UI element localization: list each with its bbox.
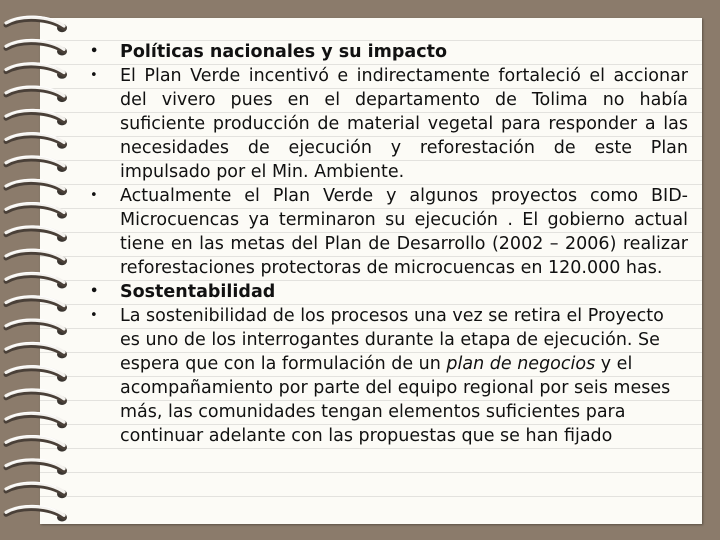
bullet-list <box>80 40 688 448</box>
bullet-icon: • <box>90 44 99 59</box>
binding-ring <box>6 319 67 335</box>
binding-ring <box>6 366 67 382</box>
binding-ring <box>6 63 67 79</box>
binding-ring <box>6 272 67 288</box>
binding-ring <box>6 389 67 405</box>
binding-ring <box>6 459 67 475</box>
paragraph-text: Actualmente el Plan Verde y algunos proyectos como BID-Microcuencas ya terminaron su ejecución . El gobierno actual tiene en las metas del Plan de Desarrollo (2002 – 2006) realizar reforestaciones protectoras de microcuencas en 120.000 has. <box>120 186 688 278</box>
binding-ring <box>6 505 67 521</box>
binding-ring <box>6 16 67 32</box>
ruled-line <box>40 496 702 497</box>
binding-ring <box>6 342 67 358</box>
binding-ring <box>6 133 67 149</box>
list-item <box>80 64 688 184</box>
spiral-binding-icon <box>0 0 82 540</box>
bullet-icon: • <box>90 284 99 299</box>
binding-ring <box>6 203 67 219</box>
ruled-line <box>40 448 702 449</box>
binding-ring <box>6 436 67 452</box>
ruled-line <box>40 472 702 473</box>
binding-ring <box>6 179 67 195</box>
binding-ring <box>6 226 67 242</box>
binding-ring <box>6 86 67 102</box>
slide-body <box>80 40 688 448</box>
section-heading: Políticas nacionales y su impacto <box>120 42 448 62</box>
paragraph-text: La sostenibilidad de los procesos una vez se retira el Proyecto es uno de los interrogantes durante la etapa de ejecución. Se espera que con la formulación de un <box>120 306 664 374</box>
bullet-icon: • <box>90 188 98 203</box>
binding-ring <box>6 156 67 172</box>
binding-ring <box>6 482 67 498</box>
binding-ring <box>6 109 67 125</box>
binding-ring <box>6 296 67 312</box>
list-item <box>80 280 688 304</box>
binding-ring <box>6 39 67 55</box>
list-item <box>80 40 688 64</box>
binding-ring <box>6 249 67 265</box>
bullet-icon: • <box>90 308 98 323</box>
section-heading: Sostentabilidad <box>120 282 276 302</box>
bullet-icon: • <box>90 68 98 83</box>
list-item <box>80 304 688 448</box>
list-item <box>80 184 688 280</box>
emphasized-text: plan de negocios <box>446 354 596 374</box>
paragraph-text: El Plan Verde incentivó e indirectamente fortaleció el accionar del vivero pues en el departamento de Tolima no había suficiente producción de material vegetal para responder a las necesidades de ejecución y reforestación de este Plan impulsado por el Min. Ambiente. <box>120 66 688 182</box>
binding-ring <box>6 412 67 428</box>
paragraph-text: y el acompañamiento por parte del equipo regional por seis meses más, las comunidades tengan elementos suficientes para continuar adelante con las propuestas que se han fijado <box>120 354 671 446</box>
